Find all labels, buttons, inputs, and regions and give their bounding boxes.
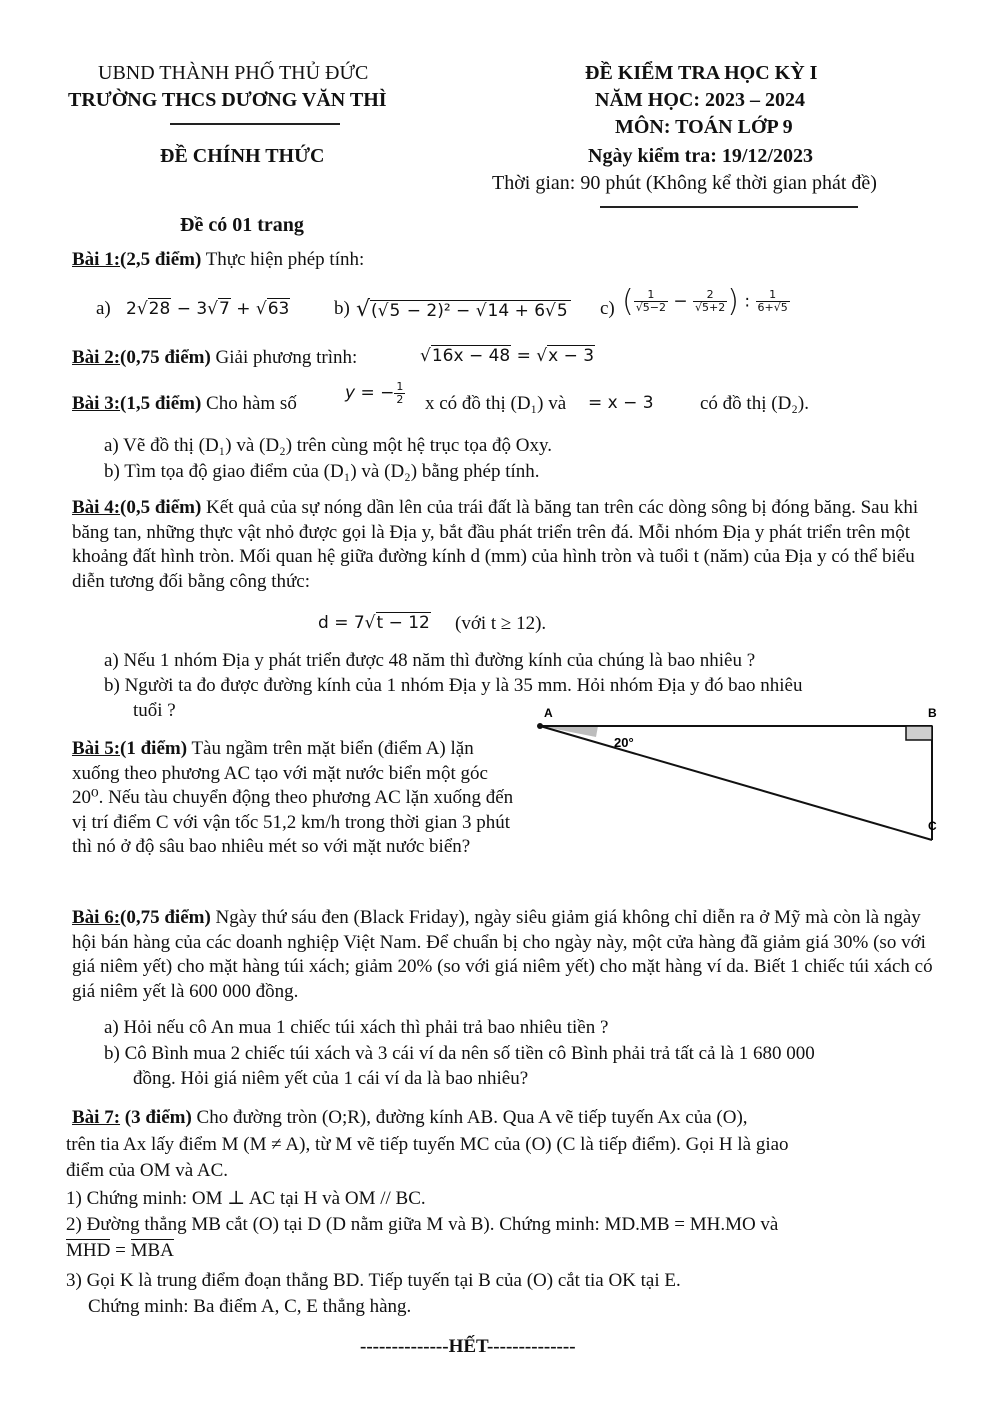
bai4-a: a) Nếu 1 nhóm Địa y phát triển được 48 năm thì đường kính của chúng là bao nhiêu ? [104, 650, 756, 671]
bai6-points: (0,75 điểm) [120, 907, 211, 928]
bai3-b: b) Tìm tọa độ giao điểm của (D₁) và (D₂) bằng phép tính. [104, 461, 540, 482]
bai2-text: Giải phương trình: [210, 347, 358, 368]
angle-equals: = [110, 1240, 131, 1261]
bai4-formula: d = 7√t − 12 [318, 613, 430, 633]
bai1-b-expression: √(√5 − 2)² − √14 + 6√5 [356, 297, 571, 322]
department-name: UBND THÀNH PHỐ THỦ ĐỨC [98, 62, 369, 84]
bai3-points: (1,5 điểm) [120, 393, 202, 414]
bai5-triangle-figure [530, 700, 950, 860]
bai2-label: Bài 2: [72, 347, 121, 368]
bai3-text-post: có đồ thị (D₂). [700, 393, 809, 414]
school-year: NĂM HỌC: 2023 – 2024 [595, 89, 805, 111]
bai1-label: Bài 1: [72, 249, 121, 270]
bai6-text: Ngày thứ sáu đen (Black Friday), ngày siêu giảm giá không chỉ diễn ra ở Mỹ mà còn là ngày hội bán hàng của các doanh nghiệp Việt Nam. Để chuẩn bị cho ngày này, một cửa hàng đã giảm giá 30% (so với giá niêm yết) cho mặt hàng túi xách; giảm 20% (so với giá niêm yết) cho mặt hàng ví da. Biết 1 chiếc túi xách có giá niêm yết là 600 000 đồng. [72, 907, 933, 1002]
bai6-b-line2: đồng. Hỏi giá niêm yết của 1 cái ví da là bao nhiêu? [133, 1068, 529, 1089]
bai6-b-line1: b) Cô Bình mua 2 chiếc túi xách và 3 cái ví da nên số tiền cô Bình phải trả tất cả là 1 680 000 [104, 1043, 815, 1064]
bai1-text: Thực hiện phép tính: [201, 249, 365, 270]
exam-date: Ngày kiểm tra: 19/12/2023 [588, 145, 813, 167]
official-label: ĐỀ CHÍNH THỨC [160, 145, 325, 167]
bai7-q3-line2: Chứng minh: Ba điểm A, C, E thẳng hàng. [88, 1296, 412, 1317]
bai2-heading [72, 347, 357, 369]
bai7-q2-line2 [66, 1240, 174, 1262]
subject: MÔN: TOÁN LỚP 9 [615, 116, 793, 138]
bai4-b-line1: b) Người ta đo được đường kính của 1 nhóm Địa y là 35 mm. Hỏi nhóm Địa y đó bao nhiêu [104, 675, 803, 696]
bai6-a: a) Hỏi nếu cô An mua 1 chiếc túi xách thì phải trả bao nhiêu tiền ? [104, 1017, 609, 1038]
bai7-points: (3 điểm) [120, 1107, 192, 1128]
point-a-dot [537, 723, 543, 729]
bai4-points: (0,5 điểm) [120, 497, 202, 518]
bai7-q3-line1: 3) Gọi K là trung điểm đoạn thẳng BD. Tiếp tuyến tại B của (O) cắt tia OK tại E. [66, 1270, 681, 1291]
right-angle-mark [906, 726, 932, 740]
segment-ac [540, 726, 932, 840]
bai3-heading [72, 393, 297, 415]
bai3-function-d2: = x − 3 [588, 393, 654, 413]
bai1-points: (2,5 điểm) [120, 249, 202, 270]
angle-mba: MBA [130, 1240, 174, 1261]
end-marker: --------------HẾT-------------- [360, 1336, 576, 1357]
bai1-c-expression: ( $\frac{1}{√5-2}$ − $\frac{2}{√5+2}$ ) : $\frac{1}{6+√5}$ [622, 284, 788, 319]
bai7-text-line1: Cho đường tròn (O;R), đường kính AB. Qua A vẽ tiếp tuyến Ax của (O), [191, 1107, 748, 1128]
bai7-q1: 1) Chứng minh: OM ⊥ AC tại H và OM // BC. [66, 1188, 426, 1209]
bai4-b-line2: tuổi ? [133, 700, 176, 721]
bai4-paragraph [72, 496, 940, 594]
exam-duration: Thời gian: 90 phút (Không kể thời gian phát đề) [492, 172, 877, 194]
bai7-line2: trên tia Ax lấy điểm M (M ≠ A), từ M vẽ tiếp tuyến MC của (O) (C là tiếp điểm). Gọi H là giao [66, 1134, 789, 1155]
header-right-rule [600, 206, 858, 208]
angle-label: 20° [614, 735, 634, 750]
bai4-label: Bài 4: [72, 497, 121, 518]
school-name: TRƯỜNG THCS DƯƠNG VĂN THÌ [68, 89, 387, 111]
bai2-points: (0,75 điểm) [120, 347, 211, 368]
bai3-text-mid: x có đồ thị (D₁) và [425, 393, 567, 414]
point-b-label: B [928, 706, 937, 720]
bai1-a-label: a) [96, 298, 111, 319]
bai4-text: Kết quả của sự nóng dần lên của trái đất là băng tan trên các dòng sông bị đóng băng. Sau khi băng tan, những thực vật nhỏ được gọi là Địa y, bắt đầu phát triển trên đá. Mỗi nhóm Địa y phát triển trên một khoảng đất hình tròn. Mối quan hệ giữa đường kính d (mm) của hình tròn và tuổi t (năm) của Địa y có thể biểu diễn tương đối bằng công thức: [72, 497, 919, 592]
bai3-label: Bài 3: [72, 393, 121, 414]
bai5-label: Bài 5: [72, 738, 121, 759]
bai7-line3: điểm của OM và AC. [66, 1160, 229, 1181]
angle-mhd: MHD [66, 1240, 111, 1261]
bai6-label: Bài 6: [72, 907, 121, 928]
bai7-line1 [72, 1107, 748, 1129]
point-c-label: C [928, 819, 937, 833]
bai5-text: Tàu ngầm trên mặt biển (điểm A) lặn xuống theo phương AC tạo với mặt nước biển một góc 20⁰. Nếu tàu chuyển động theo phương AC lặn xuống đến vị trí điểm C với vận tốc 51,2 km/h trong thời gian 3 phút thì nó ở độ sâu bao nhiêu mét so với mặt nước biển? [72, 738, 514, 857]
bai1-heading [72, 249, 364, 271]
pages-note: Đề có 01 trang [180, 214, 304, 236]
bai1-b-label: b) [334, 298, 350, 319]
bai3-a: a) Vẽ đồ thị (D₁) và (D₂) trên cùng một hệ trục tọa độ Oxy. [104, 435, 553, 456]
bai7-label: Bài 7: [72, 1107, 121, 1128]
bai5-points: (1 điểm) [120, 738, 188, 759]
bai7-q2-line1: 2) Đường thẳng MB cắt (O) tại D (D nằm giữa M và B). Chứng minh: MD.MB = MH.MO và [66, 1214, 779, 1235]
bai4-formula-note: (với t ≥ 12). [455, 613, 547, 634]
header-left-rule [170, 123, 340, 125]
bai1-a-expression: 2√28 − 3√7 + √63 [126, 299, 290, 319]
exam-title: ĐỀ KIỂM TRA HỌC KỲ I [585, 62, 818, 84]
bai5-paragraph [72, 737, 514, 860]
bai1-c-label: c) [600, 298, 615, 319]
bai3-function-d1: y = − $\frac{1}{2}$ [345, 380, 404, 406]
point-a-label: A [544, 706, 553, 720]
bai6-paragraph [72, 906, 940, 1004]
bai3-text-pre: Cho hàm số [201, 393, 297, 414]
bai2-equation: √16x − 48 = √x − 3 [420, 346, 595, 366]
